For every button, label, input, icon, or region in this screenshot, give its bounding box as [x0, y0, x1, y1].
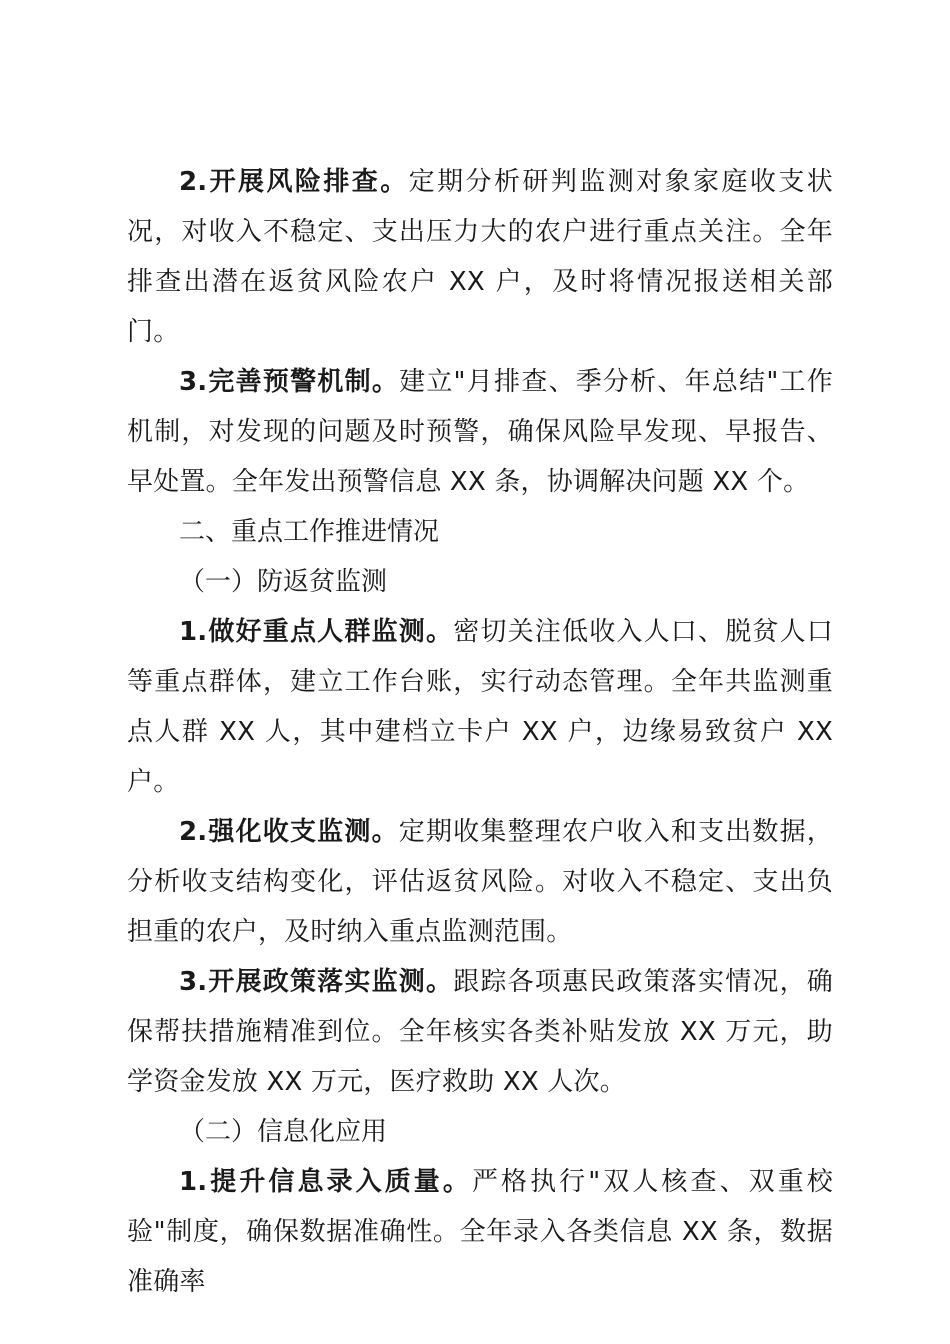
- paragraph-data-quality: [127, 1157, 833, 1307]
- paragraph-key-population: [127, 607, 833, 807]
- paragraph-text: 严格执行"双人核查、双重校验"制度，确保数据准确性。全年录入各类信息 XX 条，数据准确率: [127, 1167, 834, 1297]
- paragraph-risk-screening: [127, 157, 833, 357]
- paragraph-warning-mechanism: [127, 357, 833, 507]
- paragraph-lead: 1.提升信息录入质量。: [179, 1167, 472, 1197]
- paragraph-text: 定期分析研判监测对象家庭收支状况，对收入不稳定、支出压力大的农户进行重点关注。全年排查出潜在返贫风险农户 XX 户，及时将情况报送相关部门。: [127, 167, 833, 347]
- paragraph-income-monitoring: [127, 807, 833, 957]
- paragraph-text: 定期收集整理农户收入和支出数据，分析收支结构变化，评估返贫风险。对收入不稳定、支出负担重的农户，及时纳入重点监测范围。: [127, 817, 833, 947]
- subsection-heading: （二）信息化应用: [179, 1117, 388, 1147]
- paragraph-lead: 2.开展风险排查。: [179, 167, 409, 197]
- document-body: [127, 157, 833, 1307]
- paragraph-lead: 3.完善预警机制。: [179, 367, 400, 397]
- subsection-heading: （一）防返贫监测: [179, 567, 388, 597]
- paragraph-text: 跟踪各项惠民政策落实情况，确保帮扶措施精准到位。全年核实各类补贴发放 XX 万元，助学资金发放 XX 万元，医疗救助 XX 人次。: [127, 967, 833, 1097]
- paragraph-policy-monitoring: [127, 957, 833, 1107]
- paragraph-lead: 1.做好重点人群监测。: [179, 617, 454, 647]
- paragraph-text: 密切关注低收入人口、脱贫人口等重点群体，建立工作台账，实行动态管理。全年共监测重点人群 XX 人，其中建档立卡户 XX 户，边缘易致贫户 XX 户。: [127, 617, 833, 797]
- paragraph-text: 建立"月排查、季分析、年总结"工作机制，对发现的问题及时预警，确保风险早发现、早报告、早处置。全年发出预警信息 XX 条，协调解决问题 XX 个。: [127, 367, 833, 497]
- paragraph-lead: 2.强化收支监测。: [179, 817, 399, 847]
- paragraph-lead: 3.开展政策落实监测。: [179, 967, 454, 997]
- section-heading: 二、重点工作推进情况: [179, 517, 440, 547]
